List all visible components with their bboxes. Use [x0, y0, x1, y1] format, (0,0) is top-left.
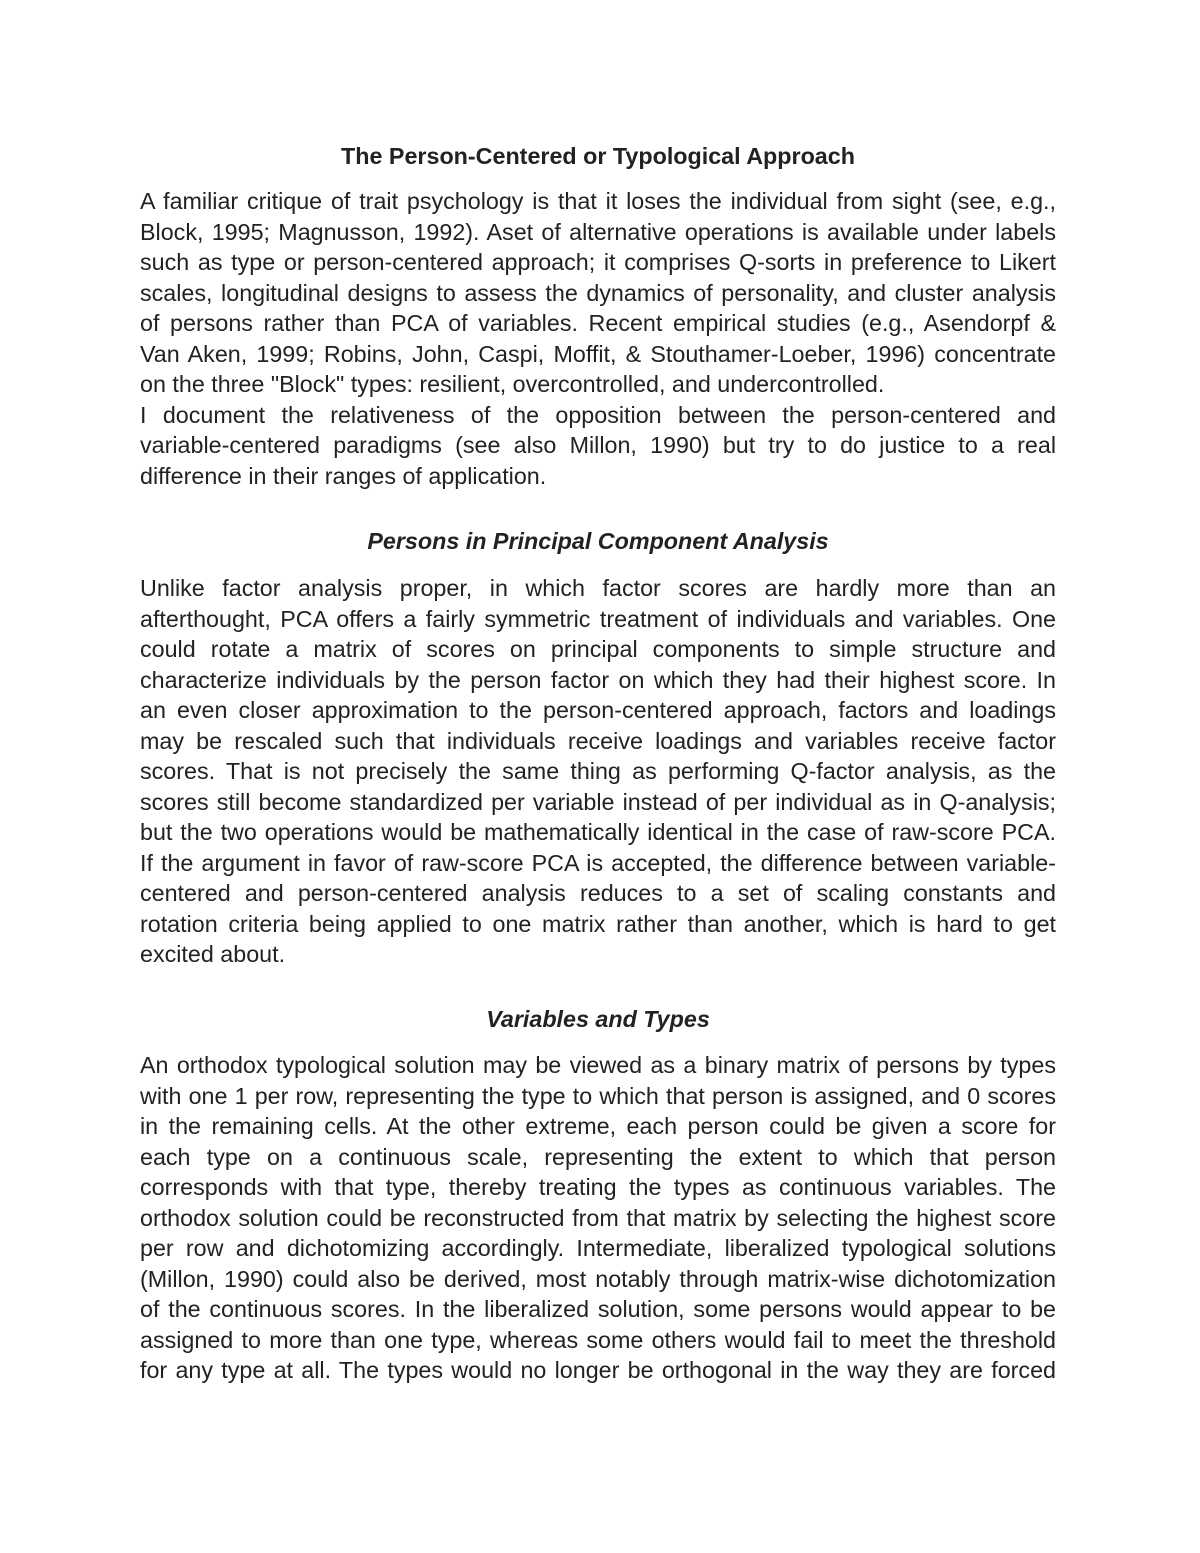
section-heading: Variables and Types	[486, 1006, 710, 1032]
paragraph	[140, 1050, 1056, 1386]
text-line: on the three "Block" types: resilient, overcontrolled, and undercontrolled.	[140, 371, 885, 397]
text-line: per row and dichotomizing accordingly. Intermediate, liberalized typological solutions	[140, 1235, 1056, 1261]
text-line: Van Aken, 1999; Robins, John, Caspi, Moffit, & Stouthamer-Loeber, 1996) concentrate	[140, 340, 1056, 367]
text-line: of the continuous scores. In the liberalized solution, some persons would appear to be	[140, 1296, 1056, 1322]
text-line: of persons rather than PCA of variables. Recent empirical studies (e.g., Asendorpf &	[140, 310, 1056, 336]
text-line: assigned to more than one type, whereas some others would fail to meet the threshold	[140, 1326, 1056, 1353]
text-line: such as type or person-centered approach; it comprises Q-sorts in preference to Likert	[140, 249, 1056, 275]
text-line: A familiar critique of trait psychology is that it loses the individual from sight (see, e.g.,	[140, 188, 1056, 214]
section-persons-in-pca	[140, 526, 1056, 970]
section-typological-approach	[140, 141, 1056, 491]
text-line: difference in their ranges of application.	[140, 462, 547, 489]
text-line: scales, longitudinal designs to assess the dynamics of personality, and cluster analysis	[140, 279, 1056, 306]
text-line: for any type at all. The types would no longer be orthogonal in the way they are forced	[140, 1357, 1056, 1383]
section-title: The Person-Centered or Typological Approach	[341, 143, 855, 169]
text-line: centered and person-centered analysis reduces to a set of scaling constants and	[140, 880, 1056, 906]
text-line: each type on a continuous scale, representing the extent to which that person	[140, 1143, 1056, 1170]
text-line: rotation criteria being applied to one matrix rather than another, which is hard to get	[140, 910, 1056, 937]
text-line: variable-centered paradigms (see also Millon, 1990) but try to do justice to a real	[140, 432, 1056, 458]
text-line: afterthought, PCA offers a fairly symmetric treatment of individuals and variables. One	[140, 605, 1056, 632]
section-variables-and-types	[140, 1004, 1056, 1386]
text-line: excited about.	[140, 941, 286, 967]
paragraph	[140, 573, 1056, 970]
text-line: an even closer approximation to the person-centered approach, factors and loadings	[140, 697, 1056, 723]
text-line: Block, 1995; Magnusson, 1992). Aset of alternative operations is available under labels	[140, 218, 1056, 245]
text-line: characterize individuals by the person factor on which they had their highest score. In	[140, 666, 1056, 693]
text-line: but the two operations would be mathematically identical in the case of raw-score PCA.	[140, 819, 1056, 845]
text-line: I document the relativeness of the opposition between the person-centered and	[140, 401, 1056, 428]
text-line: with one 1 per row, representing the type to which that person is assigned, and 0 scores	[140, 1082, 1056, 1109]
text-line: in the remaining cells. At the other extreme, each person could be given a score for	[140, 1113, 1056, 1139]
text-line: (Millon, 1990) could also be derived, most notably through matrix-wise dichotomization	[140, 1265, 1056, 1292]
text-line: Unlike factor analysis proper, in which factor scores are hardly more than an	[140, 575, 1056, 601]
text-line: scores still become standardized per variable instead of per individual as in Q-analysis;	[140, 788, 1056, 815]
paragraph	[140, 400, 1056, 492]
text-line: may be rescaled such that individuals receive loadings and variables receive factor	[140, 727, 1056, 754]
text-line: could rotate a matrix of scores on principal components to simple structure and	[140, 636, 1056, 662]
text-line: An orthodox typological solution may be viewed as a binary matrix of persons by types	[140, 1052, 1056, 1078]
text-line: If the argument in favor of raw-score PCA is accepted, the difference between variable-	[140, 849, 1056, 876]
text-line: scores. That is not precisely the same thing as performing Q-factor analysis, as the	[140, 758, 1056, 784]
section-heading: Persons in Principal Component Analysis	[367, 528, 829, 554]
text-line: corresponds with that type, thereby treating the types as continuous variables. The	[140, 1174, 1056, 1200]
text-line: orthodox solution could be reconstructed from that matrix by selecting the highest score	[140, 1204, 1056, 1231]
document-body	[140, 141, 1056, 1386]
paragraph	[140, 186, 1056, 400]
